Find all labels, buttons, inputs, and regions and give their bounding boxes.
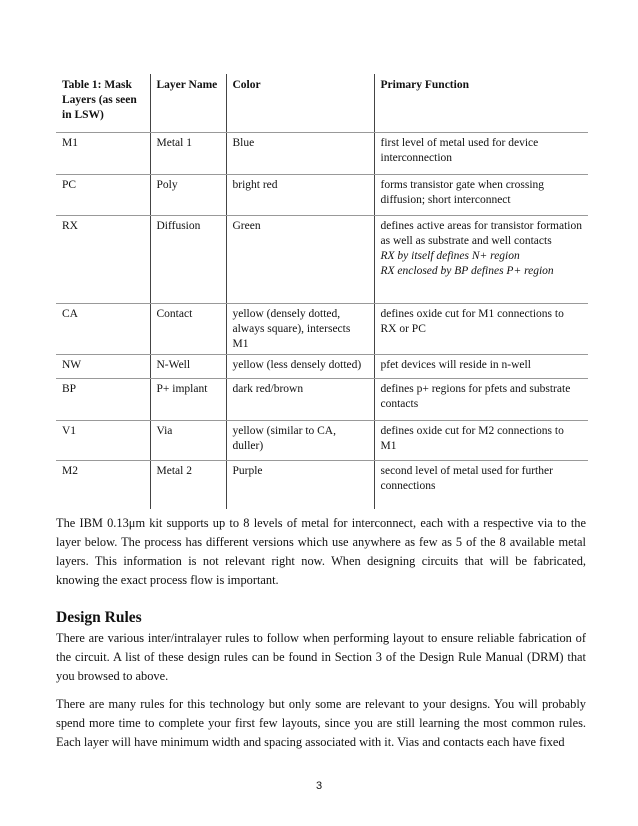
color-cell: bright red <box>226 175 374 216</box>
function-cell: defines p+ regions for pfets and substrate contacts <box>374 379 588 421</box>
primary-function-header: Primary Function <box>374 74 588 133</box>
page-number: 3 <box>315 780 323 792</box>
layer-name-cell: Via <box>150 421 226 461</box>
table-row <box>56 304 588 355</box>
mask-cell: V1 <box>56 421 150 461</box>
color-header: Color <box>226 74 374 133</box>
layer-name-cell: Diffusion <box>150 216 226 304</box>
mask-cell: PC <box>56 175 150 216</box>
layer-name-cell: P+ implant <box>150 379 226 421</box>
table-row <box>56 461 588 509</box>
table-header-row <box>56 74 588 133</box>
function-cell: first level of metal used for device interconnection <box>374 133 588 175</box>
design-rules-paragraph: There are various inter/intralayer rules to follow when performing layout to ensure reliable fabrication of the circuit. A list of these design rules can be found in Section 3 of the Design Rule Manual (DRM) that you browsed to above. <box>56 631 586 683</box>
layer-name-cell: N-Well <box>150 355 226 379</box>
mask-cell: M2 <box>62 465 78 477</box>
function-cell: defines oxide cut for M2 connections to M1 <box>374 421 588 461</box>
table-caption-header: Table 1: Mask Layers (as seen in LSW) <box>56 74 150 133</box>
table-row <box>56 421 588 461</box>
layer-name-header: Layer Name <box>150 74 226 133</box>
layer-name-cell: Poly <box>150 175 226 216</box>
function-note: RX by itself defines N+ region <box>380 250 520 262</box>
section-heading: Design Rules <box>56 609 142 626</box>
function-cell: defines oxide cut for M1 connections to RX or PC <box>374 304 588 355</box>
layer-name-cell: Contact <box>150 304 226 355</box>
table-row <box>56 175 588 216</box>
color-cell: yellow (densely dotted, always square), intersects M1 <box>226 304 374 355</box>
color-cell: Green <box>226 216 374 304</box>
table-row <box>56 379 588 421</box>
function-cell: forms transistor gate when crossing diffusion; short interconnect <box>374 175 588 216</box>
table-row <box>56 355 588 379</box>
function-cell: pfet devices will reside in n-well <box>374 355 588 379</box>
mask-cell: BP <box>56 379 150 421</box>
function-text: defines active areas for transistor formation as well as substrate and well contacts <box>380 220 582 247</box>
function-note: RX enclosed by BP defines P+ region <box>380 265 554 277</box>
table-row <box>56 216 588 304</box>
mask-cell: M1 <box>56 133 150 175</box>
color-cell: Blue <box>226 133 374 175</box>
color-cell: Purple <box>226 461 374 509</box>
intro-paragraph: The IBM 0.13μm kit supports up to 8 levels of metal for interconnect, each with a respective via to the layer below. The process has different versions which use anywhere as few as 5 of the 8 available metal layers. This information is not relevant right now. When designing circuits that will be fabricated, knowing the exact process flow is important. <box>56 516 586 587</box>
rules-detail-paragraph: There are many rules for this technology but only some are relevant to your designs. You will probably spend more time to complete your first few layouts, since you are still learning the most common rules. Each layer will have minimum width and spacing associated with it. Vias and contacts each have fixed <box>56 697 586 749</box>
mask-layers-table <box>56 74 588 509</box>
layer-name-cell: Metal 1 <box>150 133 226 175</box>
function-cell <box>374 216 588 304</box>
table-row <box>56 133 588 175</box>
color-cell: yellow (less densely dotted) <box>226 355 374 379</box>
color-cell: dark red/brown <box>226 379 374 421</box>
mask-cell: CA <box>56 304 150 355</box>
mask-cell: NW <box>56 355 150 379</box>
mask-cell: RX <box>56 216 150 304</box>
layer-name-cell: Metal 2 <box>150 461 226 509</box>
color-cell: yellow (similar to CA, duller) <box>226 421 374 461</box>
function-cell: second level of metal used for further connections <box>374 461 588 509</box>
